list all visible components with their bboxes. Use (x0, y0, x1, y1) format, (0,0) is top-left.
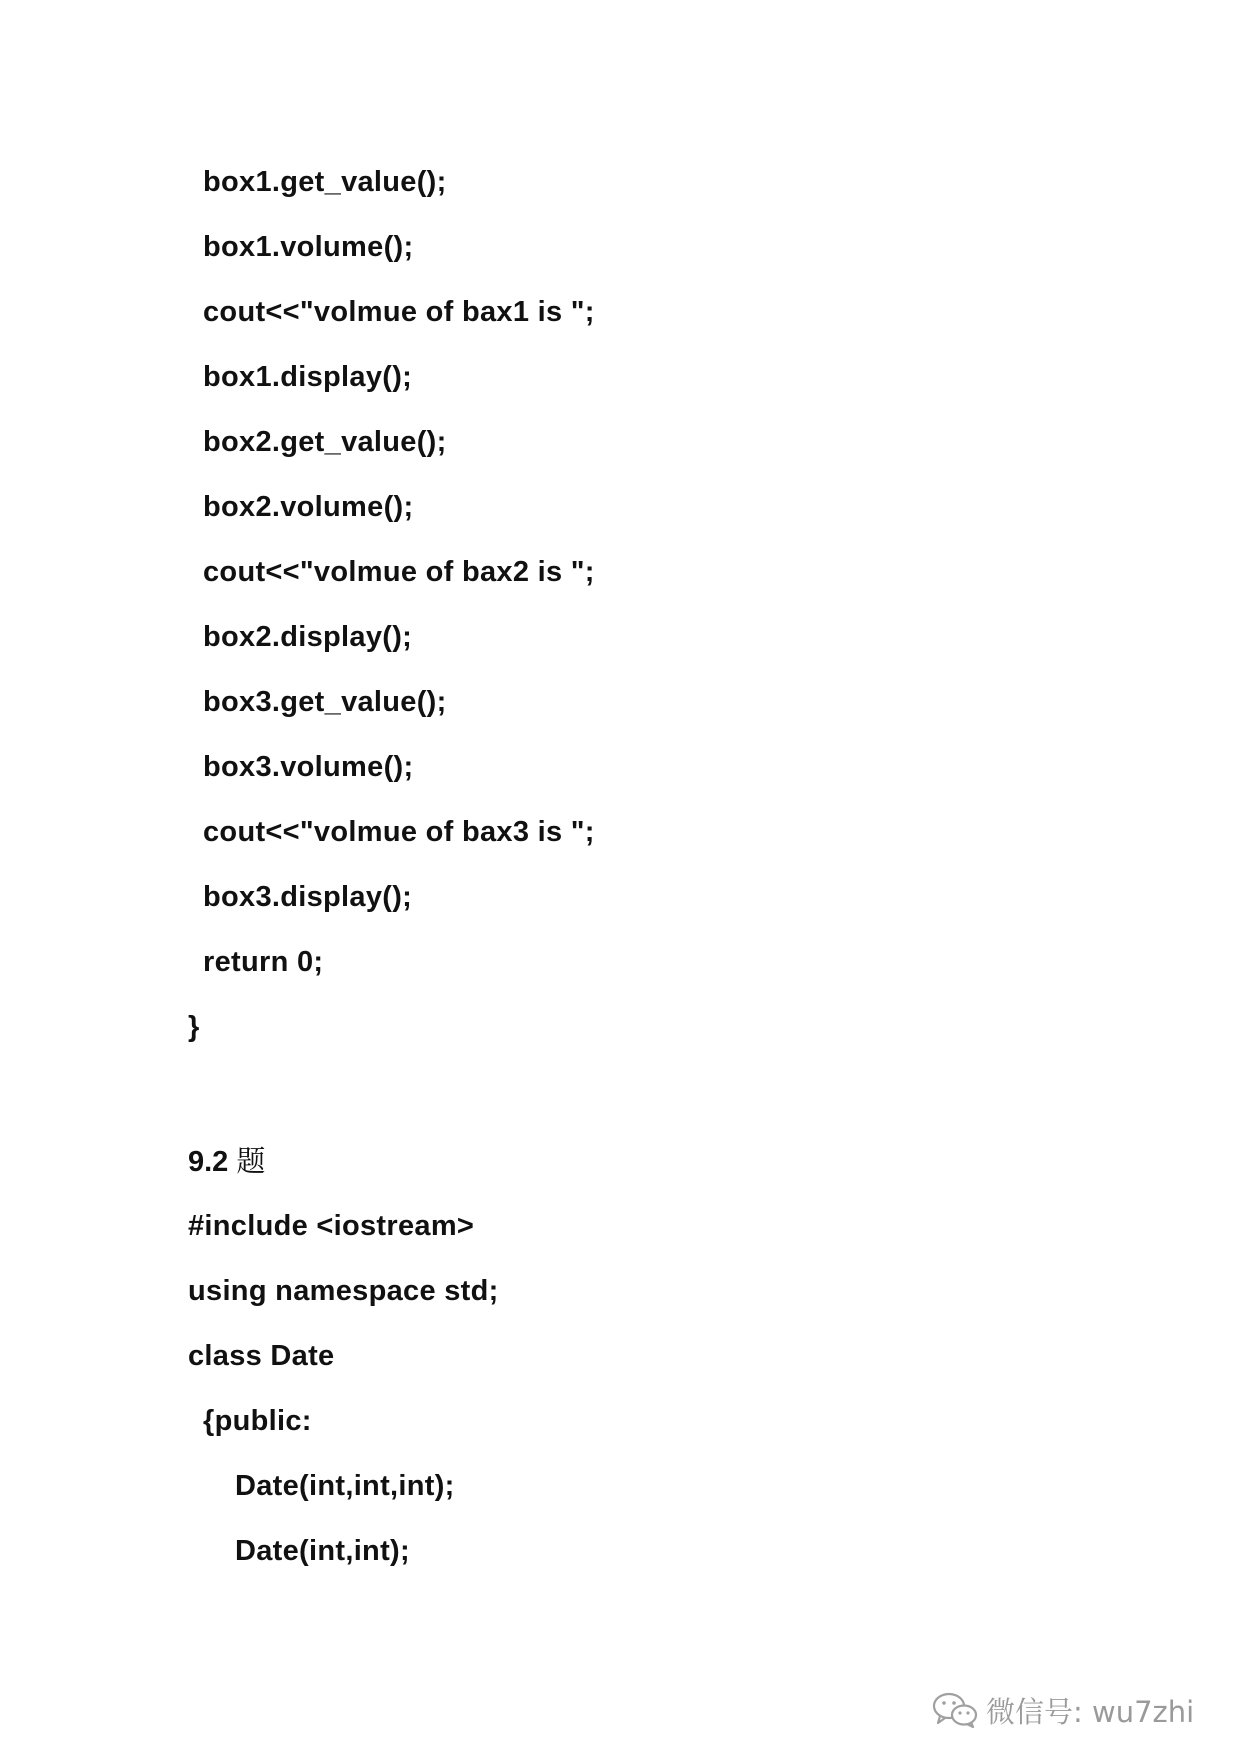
code-line: using namespace std; (188, 1275, 499, 1307)
code-line: Date(int,int); (235, 1535, 410, 1567)
code-line: box1.get_value(); (203, 166, 447, 198)
wechat-watermark (932, 1688, 1194, 1732)
code-line: box3.get_value(); (203, 686, 447, 718)
code-line: cout<<"volmue of bax2 is "; (203, 556, 595, 588)
code-line: box1.display(); (203, 361, 413, 393)
code-line: return 0; (203, 946, 324, 978)
section-number: 9.2 (188, 1146, 229, 1178)
code-line: #include <iostream> (188, 1210, 475, 1242)
code-line: box3.volume(); (203, 751, 414, 783)
closing-brace: } (188, 1011, 200, 1043)
code-line: class Date (188, 1340, 335, 1372)
code-line: {public: (203, 1405, 312, 1437)
code-line: box2.display(); (203, 621, 413, 653)
code-line: box2.get_value(); (203, 426, 447, 458)
code-line: cout<<"volmue of bax1 is "; (203, 296, 595, 328)
wechat-icon (932, 1691, 978, 1729)
watermark-text: 微信号: wu7zhi (986, 1694, 1195, 1729)
code-line: box3.display(); (203, 881, 413, 913)
code-line: box2.volume(); (203, 491, 414, 523)
section-suffix: 题 (236, 1144, 266, 1178)
code-line: cout<<"volmue of bax3 is "; (203, 816, 595, 848)
code-line: Date(int,int,int); (235, 1470, 455, 1502)
code-line: box1.volume(); (203, 231, 414, 263)
section-heading (188, 1143, 265, 1180)
